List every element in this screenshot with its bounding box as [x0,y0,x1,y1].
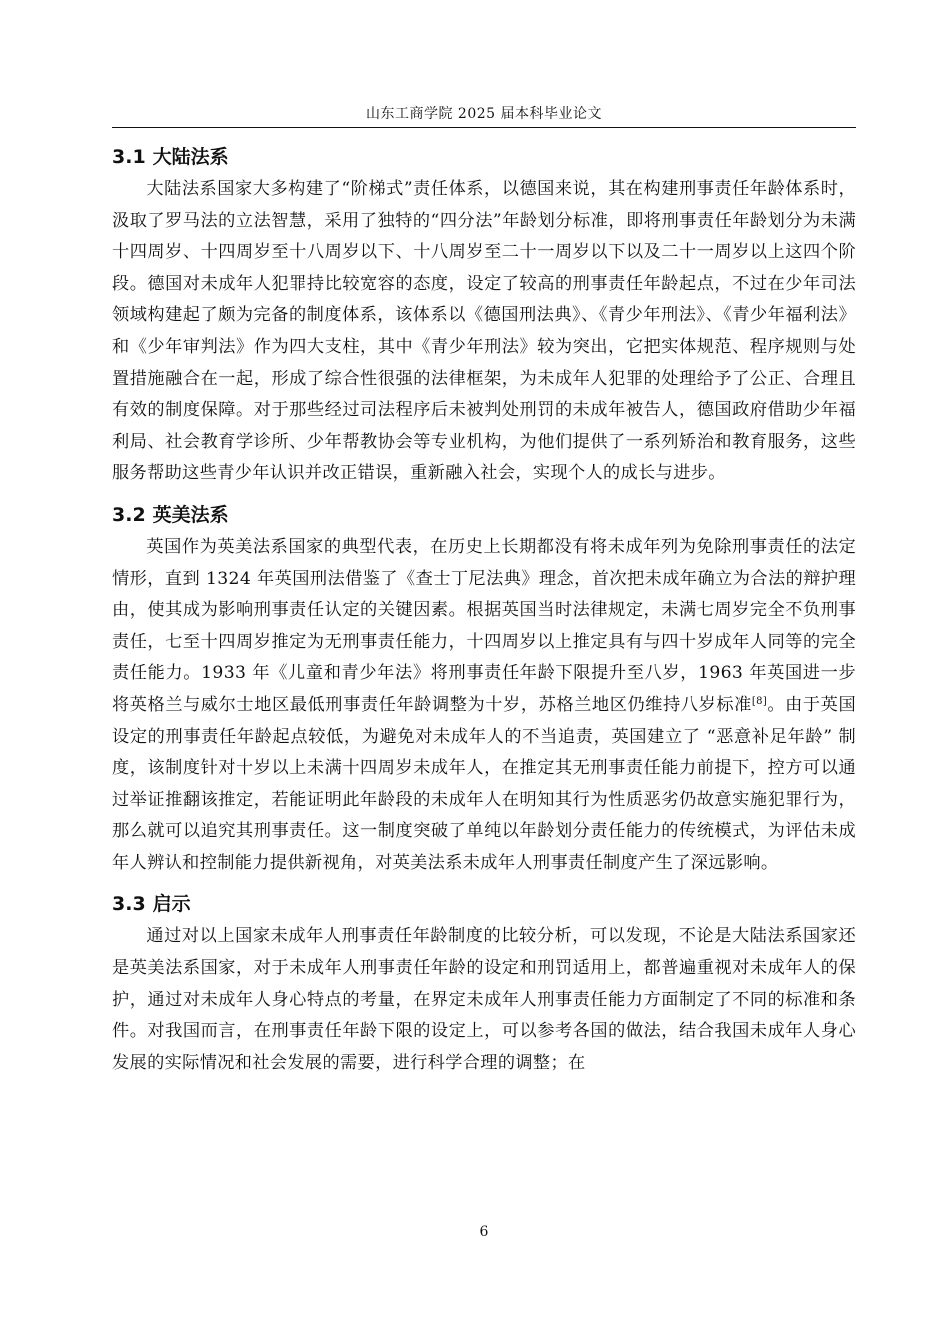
running-header: 山东工商学院 2025 届本科毕业论文 [365,106,603,122]
header-rule [112,127,856,128]
section-title: 大陆法系 [152,146,229,168]
section-heading-3-2 [112,498,856,532]
section-heading-3-1 [112,140,856,174]
section-gap [112,490,856,498]
section-paragraph: 大陆法系国家大多构建了“阶梯式”责任体系，以德国来说，其在构建刑事责任年龄体系时，汲取了罗马法的立法智慧，采用了独特的“四分法”年龄划分标准，即将刑事责任年龄划分为未满十四周岁、十四周岁至十八周岁以下、十八周岁至二十一周岁以下以及二十一周岁以上这四个阶段。德国对未成年人犯罪持比较宽容的态度，设定了较高的刑事责任年龄起点，不过在少年司法领域构建起了颇为完备的制度体系，该体系以《德国刑法典》、《青少年刑法》、《青少年福利法》和《少年审判法》作为四大支柱，其中《青少年刑法》较为突出，它把实体规范、程序规则与处置措施融合在一起，形成了综合性很强的法律框架，为未成年人犯罪的处理给予了公正、合理且有效的制度保障。对于那些经过司法程序后未被判处刑罚的未成年被告人，德国政府借助少年福利局、社会教育学诊所、少年帮教协会等专业机构，为他们提供了一系列矫治和教育服务，这些服务帮助这些青少年认识并改正错误，重新融入社会，实现个人的成长与进步。 [112,179,856,484]
citation-reference[interactable]: [8] [751,695,768,707]
section-number: 3.2 [112,503,146,526]
section-paragraph [112,532,856,880]
page-number: 6 [479,1224,489,1240]
section-paragraph: 通过对以上国家未成年人刑事责任年龄制度的比较分析，可以发现，不论是大陆法系国家还是英美法系国家，对于未成年人刑事责任年龄的设定和刑罚适用上，都普遍重视对未成年人的保护，通过对未成年人身心特点的考量，在界定未成年人刑事责任能力方面制定了不同的标准和条件。对我国而言，在刑事责任年龄下限的设定上，可以参考各国的做法，结合我国未成年人身心发展的实际情况和社会发展的需要，进行科学合理的调整；在 [112,926,856,1073]
section-gap [112,879,856,887]
page-content [112,140,856,1079]
section-title: 启示 [152,893,191,916]
section-title: 英美法系 [152,503,229,526]
section-number: 3.1 [112,146,146,168]
paragraph-text: 。由于英国设定的刑事责任年龄起点较低，为避免对未成年人的不当追责，英国建立了 “恶意补足年龄” 制度，该制度针对十岁以上未满十四周岁未成年人，在推定其无刑事责任能力前提下，控方可以通过举证推翻该推定，若能证明此年龄段的未成年人在明知其行为性质恶劣仍故意实施犯罪行为，那么就可以追究其刑事责任。这一制度突破了单纯以年龄划分责任能力的传统模式，为评估未成年人辨认和控制能力提供新视角，对英美法系未成年人刑事责任制度产生了深远影响。 [112,694,856,873]
section-heading-3-3 [112,887,856,921]
section-number: 3.3 [112,893,146,916]
paragraph-text: 英国作为英美法系国家的典型代表，在历史上长期都没有将未成年列为免除刑事责任的法定情形，直到 1324 年英国刑法借鉴了《查士丁尼法典》理念，首次把未成年确立为合法的辩护理由，使其成为影响刑事责任认定的关键因素。根据英国当时法律规定，未满七周岁完全不负刑事责任，七至十四周岁推定为无刑事责任能力，十四周岁以上推定具有与四十岁成年人同等的完全责任能力。1933 年《儿童和青少年法》将刑事责任年龄下限提升至八岁，1963 年英国进一步将英格兰与威尔士地区最低刑事责任年龄调整为十岁，苏格兰地区仍维持八岁标准 [112,536,856,715]
